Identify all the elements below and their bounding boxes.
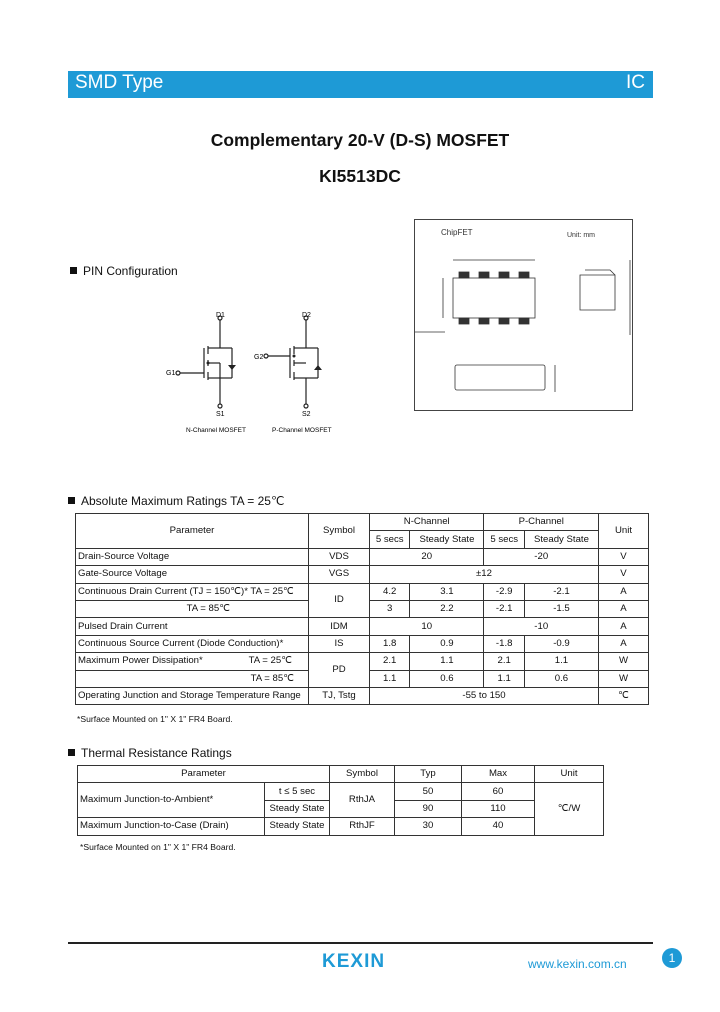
thermal-heading: Thermal Resistance Ratings <box>68 746 232 760</box>
d1-label: D1 <box>216 312 225 319</box>
mosfet-symbols <box>160 308 350 438</box>
package-name: ChipFET <box>441 228 473 237</box>
company-logo: KEXIN <box>322 951 386 972</box>
company-url[interactable]: www.kexin.com.cn <box>528 957 627 971</box>
table-row: Maximum Power Dissipation* TA = 25℃ PD 2.1 1.1 2.1 1.1 W <box>76 653 649 670</box>
pin-config-heading: PIN Configuration <box>70 264 178 278</box>
table-row: TA = 85℃ 1.1 0.6 1.1 0.6 W <box>76 670 649 687</box>
table-row: Continuous Drain Current (TJ = 150℃)* TA = 25℃ ID 4.2 3.1 -2.9 -2.1 A <box>76 583 649 600</box>
header-banner <box>68 71 653 98</box>
table-row: TA = 85℃ 3 2.2 -2.1 -1.5 A <box>76 600 649 617</box>
s1-label: S1 <box>216 411 225 418</box>
table-row: Maximum Junction-to-Case (Drain) Steady State RthJF 30 40 <box>78 818 604 835</box>
table-row: Operating Junction and Storage Temperature Range TJ, Tstg -55 to 150 ℃ <box>76 687 649 704</box>
package-drawing <box>414 219 633 411</box>
table-row: Steady State 90 110 <box>78 800 604 817</box>
g2-label: G2 <box>254 354 264 361</box>
unit-label: Unit: mm <box>567 232 595 239</box>
table-row: Gate-Source Voltage VGS ±12 V <box>76 566 649 583</box>
part-number: KI5513DC <box>319 166 401 186</box>
table-row: Drain-Source Voltage VDS 20 -20 V <box>76 548 649 565</box>
abs-footnote: *Surface Mounted on 1" X 1" FR4 Board. <box>77 714 233 724</box>
table-row: Maximum Junction-to-Ambient* t ≤ 5 sec RthJA 50 60 ℃/W <box>78 783 604 800</box>
g1-label: G1 <box>166 370 176 377</box>
n-channel-caption: N-Channel MOSFET <box>186 427 246 434</box>
page-number: 1 <box>662 948 682 968</box>
p-channel-caption: P-Channel MOSFET <box>272 427 332 434</box>
doc-category: IC <box>626 72 645 93</box>
s2-label: S2 <box>302 411 311 418</box>
table-row: Continuous Source Current (Diode Conduction)* IS 1.8 0.9 -1.8 -0.9 A <box>76 635 649 652</box>
abs-max-table: Parameter Symbol N-Channel P-Channel Unit 5 secs Steady State 5 secs Steady State Drain-Source Voltage VDS 20 -20 V Gate-Source Voltage VGS ±12 V Continuous Drain Current (TJ = 150℃)* TA = 25℃ ID 4.2 3.1 -2.9 -2.1 A TA = 85℃ 3 2.2 -2.1 -1.5 A Pulsed Drain Current IDM 10 -10 A Continuous Source Current (Diode Conduction)* IS 1.8 0.9 -1.8 -0.9 A Maximum Power Dissipation* TA = 25℃ PD 2.1 1.1 2.1 1.1 W TA = 85℃ 1.1 0.6 1.1 0.6 W Operating Junction and Storage Temperature Range TJ, Tstg -55 to 150 ℃ <box>75 513 649 705</box>
abs-max-heading: Absolute Maximum Ratings TA = 25℃ <box>68 494 284 508</box>
doc-type: SMD Type <box>75 72 164 93</box>
table-row: Pulsed Drain Current IDM 10 -10 A <box>76 618 649 635</box>
footer-divider <box>68 942 653 944</box>
thermal-footnote: *Surface Mounted on 1" X 1" FR4 Board. <box>80 842 236 852</box>
d2-label: D2 <box>302 312 311 319</box>
page-title: Complementary 20-V (D-S) MOSFET <box>210 130 510 150</box>
thermal-table: Parameter Symbol Typ Max Unit Maximum Junction-to-Ambient* t ≤ 5 sec RthJA 50 60 ℃/W Steady State 90 110 Maximum Junction-to-Case (Drain) Steady State RthJF 30 40 <box>77 765 604 836</box>
